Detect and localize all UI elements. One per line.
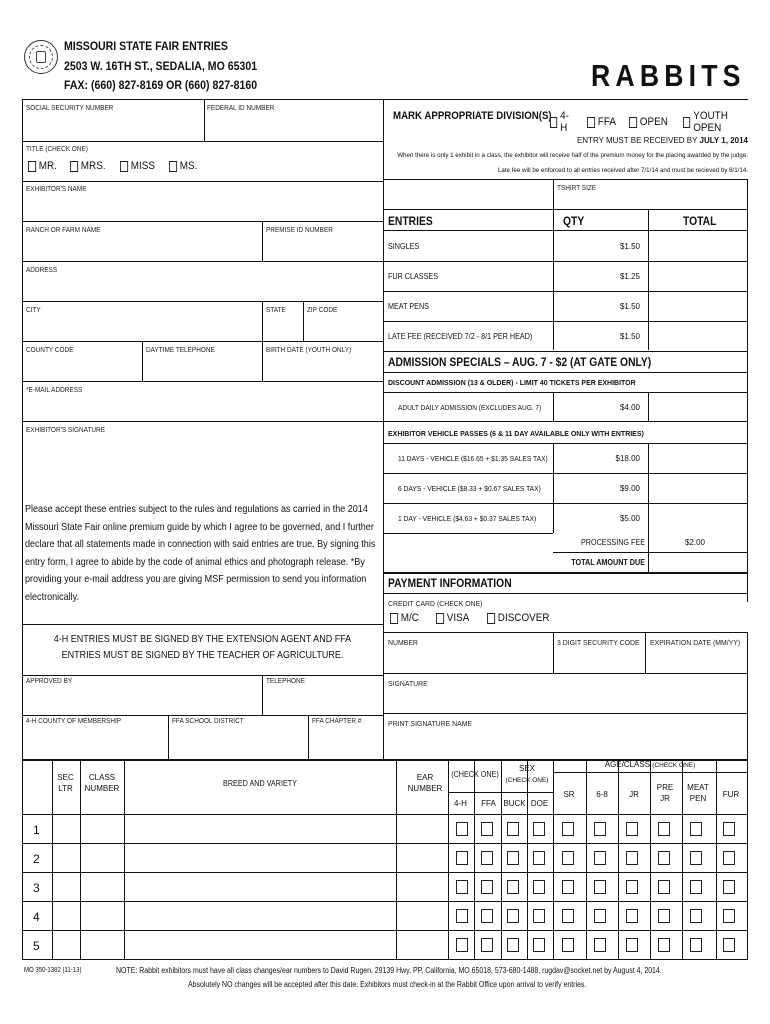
row-4-six8-checkbox[interactable] — [594, 909, 606, 923]
birth-date-field[interactable]: BIRTH DATE (YOUTH ONLY) — [266, 347, 352, 354]
entry-row-label: MEAT PENS — [388, 302, 429, 311]
adult-daily-price: $4.00 — [619, 403, 640, 412]
entry-deadline: ENTRY MUST BE RECEIVED BY JULY 1, 2014 — [576, 136, 748, 145]
row-4-sr-checkbox[interactable] — [562, 909, 574, 923]
division-youth-open-checkbox[interactable]: YOUTH OPEN — [683, 110, 753, 134]
city-field[interactable]: CITY — [26, 307, 41, 314]
exhibitor-signature-field[interactable]: EXHIBITOR'S SIGNATURE — [26, 427, 106, 434]
entries-heading: ENTRIES — [388, 214, 433, 228]
division-label: MARK APPROPRIATE DIVISION(S) — [393, 110, 552, 122]
row-2-sr-checkbox[interactable] — [562, 851, 574, 865]
payment-heading: PAYMENT INFORMATION — [388, 576, 512, 590]
row-2-doe-checkbox[interactable] — [533, 851, 545, 865]
row-5-fourh-checkbox[interactable] — [456, 938, 468, 952]
vehicle-pass-price: $9.00 — [619, 484, 640, 493]
row-2-jr-checkbox[interactable] — [626, 851, 638, 865]
sex-check-header: (CHECK ONE) — [505, 777, 549, 784]
row-5-buck-checkbox[interactable] — [507, 938, 519, 952]
fourh-column-header: 4-H — [454, 799, 467, 808]
total-amount-due-label: TOTAL AMOUNT DUE — [571, 558, 645, 567]
fur-column-header: FUR — [722, 790, 740, 799]
title-ms-checkbox[interactable]: MS. — [169, 160, 197, 172]
row-4-jr-checkbox[interactable] — [626, 909, 638, 923]
row-4-fur-checkbox[interactable] — [723, 909, 735, 923]
qty-heading: QTY — [563, 214, 585, 228]
entry-row-label: FUR CLASSES — [388, 272, 439, 281]
card-number-field[interactable]: NUMBER — [388, 638, 418, 647]
ear-number-header: EAR NUMBER — [407, 773, 443, 793]
row-1-ffa-checkbox[interactable] — [481, 822, 493, 836]
vehicle-pass-label: 6 DAYS - VEHICLE ($8.33 + $0.67 SALES TAX) — [398, 484, 541, 493]
title-label: TITLE (CHECK ONE) — [26, 146, 88, 153]
entry-row-price: $1.50 — [619, 332, 640, 341]
age-class-header: AGE/CLASS (CHECK ONE) — [604, 760, 696, 769]
admission-heading: ADMISSION SPECIALS – AUG. 7 - $2 (AT GATE ONLY) — [388, 355, 652, 369]
row-2-meatpen-checkbox[interactable] — [690, 851, 702, 865]
approver-telephone-field[interactable]: TELEPHONE — [266, 678, 306, 685]
discount-heading: DISCOUNT ADMISSION (13 & OLDER) - LIMIT 40 TICKETS PER EXHIBITOR — [388, 378, 636, 387]
ffa-column-header: FFA — [481, 799, 496, 808]
sex-header: SEX — [518, 764, 535, 773]
vehicle-pass-price: $5.00 — [619, 514, 640, 523]
division-options — [550, 110, 770, 134]
title-mr-checkbox[interactable]: MR. — [28, 160, 57, 172]
row-1-fourh-checkbox[interactable] — [456, 822, 468, 836]
card-options — [390, 612, 567, 624]
entry-row-number: 1 — [33, 823, 40, 837]
county-code-field[interactable]: COUNTY CODE — [26, 347, 74, 354]
row-3-meatpen-checkbox[interactable] — [690, 880, 702, 894]
payment-signature-field[interactable]: SIGNATURE — [388, 679, 428, 688]
row-5-sr-checkbox[interactable] — [562, 938, 574, 952]
vehicle-pass-label: 1 DAY - VEHICLE ($4.63 + $0.37 SALES TAX) — [398, 514, 537, 523]
row-3-jr-checkbox[interactable] — [626, 880, 638, 894]
six8-column-header: 6-8 — [596, 790, 608, 799]
exhibitor-name-field[interactable]: EXHIBITOR'S NAME — [26, 186, 87, 193]
footer-note-2: Absolutely NO changes will be accepted after this date. Exhibitors must check-in at the Rabbit Office upon arrival to verify entries. — [188, 980, 587, 989]
title-options — [28, 160, 210, 172]
org-fax: FAX: (660) 827-8169 OR (660) 827-8160 — [64, 78, 258, 92]
jr-column-header: JR — [629, 790, 639, 799]
row-4-meatpen-checkbox[interactable] — [690, 909, 702, 923]
fourh-ffa-note: 4-H ENTRIES MUST BE SIGNED BY THE EXTENSION AGENT AND FFA ENTRIES MUST BE SIGNED BY THE TEACHER OF AGRICULTURE. — [53, 634, 352, 661]
single-exhibit-note: When there is only 1 exhibit in a class, the exhibitor will receive half of the premium money for the placing awarded by the judge. — [397, 152, 748, 159]
sr-column-header: SR — [563, 790, 575, 799]
agreement-text: Please accept these entries subject to the rules and regulations as carried in the 2014 Missouri State Fair online premium guide by which I agree to be governed, and I further declare that all statements made in connection with said entries are true. By signing this entry form, I agree to abide by the code of animal ethics and photograph release. *By providing your e-mail address you are giving MSF permission to send you information electronically. — [25, 503, 376, 603]
entry-row-number: 5 — [33, 939, 40, 953]
row-5-fur-checkbox[interactable] — [723, 938, 735, 952]
row-3-buck-checkbox[interactable] — [507, 880, 519, 894]
tshirt-size-field[interactable]: TSHIRT SIZE — [557, 185, 597, 192]
row-4-prejr-checkbox[interactable] — [658, 909, 670, 923]
ffa-chapter-field[interactable]: FFA CHAPTER # — [312, 718, 362, 725]
entry-row-label: SINGLES — [388, 242, 420, 251]
email-field[interactable]: *E-MAIL ADDRESS — [26, 387, 83, 394]
check-one-header: (CHECK ONE) — [451, 770, 499, 779]
state-field[interactable]: STATE — [266, 307, 286, 314]
form-number: MO 350-1382 (11-13) — [24, 967, 82, 974]
org-name: MISSOURI STATE FAIR ENTRIES — [64, 39, 228, 53]
address-field[interactable]: ADDRESS — [26, 267, 58, 274]
row-3-fourh-checkbox[interactable] — [456, 880, 468, 894]
meat-pen-column-header: MEAT PEN — [687, 783, 709, 803]
row-4-ffa-checkbox[interactable] — [481, 909, 493, 923]
row-4-doe-checkbox[interactable] — [533, 909, 545, 923]
buck-column-header: BUCK — [503, 799, 526, 808]
row-1-doe-checkbox[interactable] — [533, 822, 545, 836]
title-miss-checkbox[interactable]: MISS — [120, 160, 155, 172]
row-1-six8-checkbox[interactable] — [594, 822, 606, 836]
division-selector — [393, 110, 567, 122]
row-5-doe-checkbox[interactable] — [533, 938, 545, 952]
ranch-name-field[interactable]: RANCH OR FARM NAME — [26, 227, 101, 234]
row-4-fourh-checkbox[interactable] — [456, 909, 468, 923]
row-3-ffa-checkbox[interactable] — [481, 880, 493, 894]
row-1-prejr-checkbox[interactable] — [658, 822, 670, 836]
entry-row-price: $1.25 — [619, 272, 640, 281]
entry-row-price: $1.50 — [619, 302, 640, 311]
credit-card-label: CREDIT CARD (CHECK ONE) — [388, 599, 483, 608]
approved-by-field[interactable]: APPROVED BY — [26, 678, 73, 685]
expiration-date-field[interactable]: EXPIRATION DATE (MM/YY) — [650, 638, 741, 647]
vehicle-pass-heading: EXHIBITOR VEHICLE PASSES (6 & 11 DAY AVAILABLE ONLY WITH ENTRIES) — [388, 429, 644, 438]
security-code-field[interactable]: 3 DIGIT SECURITY CODE — [557, 638, 640, 647]
row-1-buck-checkbox[interactable] — [507, 822, 519, 836]
row-3-prejr-checkbox[interactable] — [658, 880, 670, 894]
vehicle-pass-price: $18.00 — [615, 454, 640, 463]
row-1-fur-checkbox[interactable] — [723, 822, 735, 836]
footer-note-1: NOTE: Rabbit exhibitors must have all class changes/ear numbers to David Rugen, 29139 Hwy. PP, California, MO 65018, 573-680-1488, rugdav@socket.net by August 4, 2014. — [116, 966, 662, 975]
row-5-meatpen-checkbox[interactable] — [690, 938, 702, 952]
ffa-school-district-field[interactable]: FFA SCHOOL DISTRICT — [172, 718, 244, 725]
division-4h-checkbox[interactable]: 4-H — [550, 110, 574, 134]
row-3-six8-checkbox[interactable] — [594, 880, 606, 894]
processing-fee-label: PROCESSING FEE — [580, 538, 645, 547]
entry-row-number: 4 — [33, 910, 40, 924]
row-2-fourh-checkbox[interactable] — [456, 851, 468, 865]
row-5-six8-checkbox[interactable] — [594, 938, 606, 952]
org-address: 2503 W. 16TH ST., SEDALIA, MO 65301 — [64, 59, 258, 73]
vehicle-pass-label: 11 DAYS - VEHICLE ($16.65 + $1.35 SALES TAX) — [398, 454, 548, 463]
fourh-county-field[interactable]: 4-H COUNTY OF MEMBERSHIP — [26, 718, 122, 725]
row-1-sr-checkbox[interactable] — [562, 822, 574, 836]
row-2-buck-checkbox[interactable] — [507, 851, 519, 865]
card-discover-checkbox[interactable]: DISCOVER — [487, 612, 550, 624]
row-5-prejr-checkbox[interactable] — [658, 938, 670, 952]
row-3-doe-checkbox[interactable] — [533, 880, 545, 894]
pre-jr-column-header: PRE JR — [656, 783, 674, 803]
ssn-field[interactable]: SOCIAL SECURITY NUMBER — [26, 105, 114, 112]
late-fee-note: Late fee will be enforced to all entries received after 7/1/14 and must be recieved by 8/1/14. — [497, 167, 748, 174]
premise-id-field[interactable]: PREMISE ID NUMBER — [266, 227, 333, 234]
sec-ltr-header: SEC LTR — [57, 773, 74, 793]
print-signature-name-field[interactable]: PRINT SIGNATURE NAME — [388, 719, 473, 728]
entry-row-label: LATE FEE (RECEIVED 7/2 - 8/1 PER HEAD) — [388, 332, 533, 341]
adult-daily-admission: ADULT DAILY ADMISSION (EXCLUDES AUG. 7) — [398, 403, 542, 412]
zip-field[interactable]: ZIP CODE — [307, 307, 338, 314]
row-2-six8-checkbox[interactable] — [594, 851, 606, 865]
division-ffa-checkbox[interactable]: FFA — [587, 110, 616, 134]
class-number-header: CLASS NUMBER — [84, 773, 120, 793]
entry-row-price: $1.50 — [619, 242, 640, 251]
row-1-meatpen-checkbox[interactable] — [690, 822, 702, 836]
breed-variety-header: BREED AND VARIETY — [223, 779, 297, 788]
row-3-sr-checkbox[interactable] — [562, 880, 574, 894]
title-mrs-checkbox[interactable]: MRS. — [70, 160, 106, 172]
federal-id-field[interactable]: FEDERAL ID NUMBER — [207, 105, 275, 112]
entry-row-number: 3 — [33, 881, 40, 895]
entry-row-number: 2 — [33, 852, 40, 866]
row-2-prejr-checkbox[interactable] — [658, 851, 670, 865]
row-2-fur-checkbox[interactable] — [723, 851, 735, 865]
state-seal-icon — [24, 40, 58, 74]
card-mc-checkbox[interactable]: M/C — [390, 612, 419, 624]
row-5-jr-checkbox[interactable] — [626, 938, 638, 952]
doe-column-header: DOE — [530, 799, 549, 808]
processing-fee-price: $2.00 — [684, 538, 705, 547]
row-5-ffa-checkbox[interactable] — [481, 938, 493, 952]
row-1-jr-checkbox[interactable] — [626, 822, 638, 836]
row-2-ffa-checkbox[interactable] — [481, 851, 493, 865]
card-visa-checkbox[interactable]: VISA — [436, 612, 469, 624]
division-open-checkbox[interactable]: OPEN — [629, 110, 668, 134]
daytime-phone-field[interactable]: DAYTIME TELEPHONE — [146, 347, 215, 354]
row-3-fur-checkbox[interactable] — [723, 880, 735, 894]
total-heading: TOTAL — [683, 214, 717, 228]
form-title: RABBITS — [591, 58, 746, 93]
row-4-buck-checkbox[interactable] — [507, 909, 519, 923]
